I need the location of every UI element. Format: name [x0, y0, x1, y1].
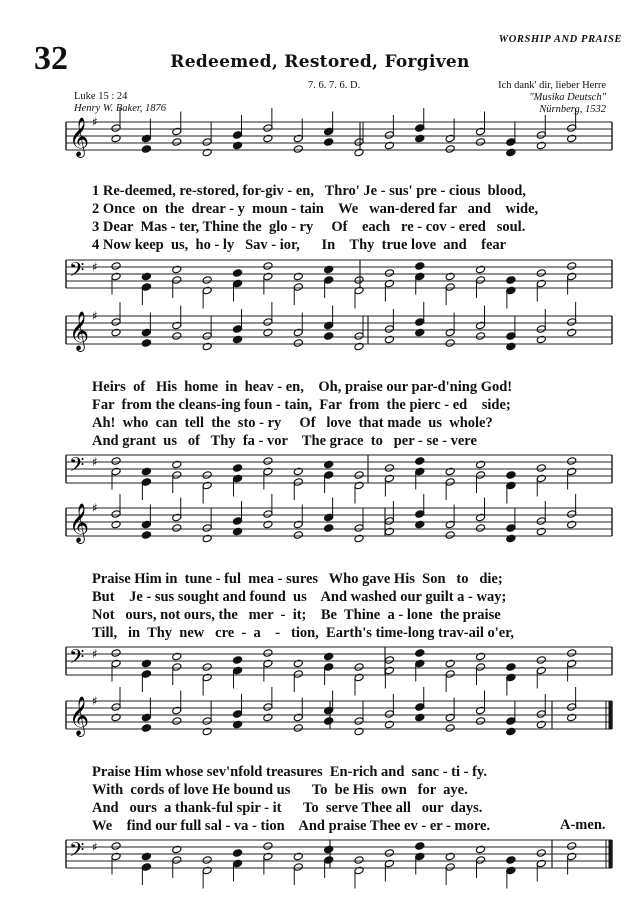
lyric-line: Far from the cleans-ing foun - tain, Far from the pierc - ed side;	[92, 397, 511, 413]
note-head	[536, 656, 546, 665]
key-signature-sharp-icon: ♯	[92, 455, 98, 469]
note-head	[232, 141, 242, 150]
note-head	[111, 649, 121, 658]
note-head	[202, 534, 212, 543]
note-head	[384, 269, 394, 278]
treble-clef-icon: 𝄞	[69, 311, 90, 351]
key-signature-sharp-icon: ♯	[92, 647, 98, 661]
note-head	[263, 649, 273, 658]
lyric-line: And grant us of Thy fa - vor The grace to per - se - vere	[92, 433, 477, 449]
note-head	[445, 724, 455, 733]
lyric-line: Praise Him whose sev'nfold treasures En-rich and sanc - ti - fy.	[92, 764, 487, 780]
note-head	[324, 332, 334, 341]
note-head	[384, 141, 394, 150]
note-head	[263, 842, 273, 851]
note-head	[293, 339, 303, 348]
note-head	[293, 852, 303, 861]
note-head	[263, 328, 273, 337]
key-signature-sharp-icon: ♯	[92, 840, 98, 854]
note-head	[202, 342, 212, 351]
lyric-line: 2 Once on the drear - y moun - tain We wan-dered far and wide,	[92, 201, 539, 217]
note-head	[384, 849, 394, 858]
note-head	[415, 713, 425, 722]
note-head	[202, 276, 212, 285]
note-head	[293, 467, 303, 476]
lyrics-system-1	[92, 182, 612, 254]
note-head	[111, 842, 121, 851]
note-head	[415, 134, 425, 143]
note-head	[232, 849, 242, 858]
note-head	[354, 663, 364, 672]
note-head	[324, 460, 334, 469]
note-head	[536, 335, 546, 344]
note-head	[232, 656, 242, 665]
note-head	[232, 720, 242, 729]
note-head	[384, 656, 394, 665]
note-head	[475, 524, 485, 533]
note-head	[324, 717, 334, 726]
note-head	[172, 138, 182, 147]
hymn-title: Redeemed, Restored, Forgiven	[170, 52, 470, 72]
note-head	[263, 262, 273, 271]
note-head	[293, 659, 303, 668]
note-head	[415, 842, 425, 851]
lyric-line: 1 Re-deemed, re-stored, for-giv - en, Thro' Je - sus' pre - cious blood,	[92, 183, 526, 199]
note-head	[202, 727, 212, 736]
note-head	[384, 464, 394, 473]
note-head	[445, 145, 455, 154]
section-heading: WORSHIP AND PRAISE	[498, 34, 622, 45]
note-head	[263, 457, 273, 466]
note-head	[141, 272, 151, 281]
note-head	[567, 520, 577, 529]
note-head	[263, 713, 273, 722]
note-head	[324, 524, 334, 533]
note-head	[506, 342, 516, 351]
note-head	[111, 713, 121, 722]
note-head	[141, 531, 151, 540]
note-head	[445, 339, 455, 348]
note-head	[567, 262, 577, 271]
lyrics-system-4	[92, 763, 612, 835]
lyric-line: Praise Him in tune - ful mea - sures Who gave His Son to die;	[92, 571, 503, 587]
note-head	[111, 457, 121, 466]
lyrics-system-2	[92, 378, 612, 450]
bass-clef-icon: 𝄢	[69, 453, 85, 481]
note-head	[475, 845, 485, 854]
note-head	[324, 845, 334, 854]
note-head	[354, 148, 364, 157]
treble-clef-icon: 𝄞	[69, 117, 90, 157]
note-head	[536, 527, 546, 536]
tune-source: "Musika Deutsch"	[529, 92, 606, 103]
note-head	[415, 649, 425, 658]
note-head	[111, 134, 121, 143]
note-head	[263, 134, 273, 143]
note-head	[506, 727, 516, 736]
note-head	[141, 852, 151, 861]
author-credit: Henry W. Baker, 1876	[74, 103, 167, 114]
note-head	[475, 138, 485, 147]
lyric-line: Heirs of His home in heav - en, Oh, praise our par-d'ning God!	[92, 379, 513, 395]
note-head	[506, 148, 516, 157]
note-head	[141, 659, 151, 668]
note-head	[232, 269, 242, 278]
note-head	[111, 328, 121, 337]
note-head	[202, 148, 212, 157]
note-head	[111, 520, 121, 529]
lyric-line: 3 Dear Mas - ter, Thine the glo - ry Of each re - cov - ered soul.	[92, 219, 526, 235]
meter: 7. 6. 7. 6. D.	[308, 80, 361, 91]
lyric-line: 4 Now keep us, ho - ly Sav - ior, In Thy true love and fear	[92, 237, 507, 253]
key-signature-sharp-icon: ♯	[92, 694, 98, 708]
note-head	[293, 272, 303, 281]
note-head	[506, 471, 516, 480]
note-head	[415, 262, 425, 271]
note-head	[354, 856, 364, 865]
note-head	[415, 328, 425, 337]
note-head	[506, 276, 516, 285]
lyric-line: Ah! who can tell the sto - ry Of love that made us whole?	[92, 415, 493, 431]
note-head	[354, 727, 364, 736]
tune-origin: Nürnberg, 1532	[539, 104, 606, 115]
note-head	[172, 845, 182, 854]
note-head	[567, 457, 577, 466]
lyric-line: We find our full sal - va - tion And praise Thee ev - er - more.	[92, 818, 491, 834]
treble-clef-icon: 𝄞	[69, 696, 90, 736]
note-head	[202, 856, 212, 865]
note-head	[172, 524, 182, 533]
lyric-line: With cords of love He bound us To be His own for aye.	[92, 782, 468, 798]
note-head	[536, 464, 546, 473]
note-head	[172, 332, 182, 341]
note-head	[202, 663, 212, 672]
note-head	[536, 141, 546, 150]
note-head	[384, 720, 394, 729]
note-head	[172, 265, 182, 274]
key-signature-sharp-icon: ♯	[92, 115, 98, 129]
note-head	[293, 724, 303, 733]
note-head	[172, 460, 182, 469]
note-head	[567, 649, 577, 658]
note-head	[506, 663, 516, 672]
note-head	[172, 717, 182, 726]
note-head	[293, 531, 303, 540]
note-head	[263, 520, 273, 529]
note-head	[506, 534, 516, 543]
lyric-line: Not ours, not ours, the mer - it; Be Thine a - lone the praise	[92, 607, 501, 623]
note-head	[141, 724, 151, 733]
note-head	[202, 471, 212, 480]
bass-clef-icon: 𝄢	[69, 838, 85, 866]
scripture-reference: Luke 15 : 24	[74, 91, 128, 102]
lyric-line: But Je - sus sought and found us And washed our guilt a - way;	[92, 589, 507, 605]
bass-clef-icon: 𝄢	[69, 645, 85, 673]
note-head	[354, 276, 364, 285]
note-head	[445, 659, 455, 668]
note-head	[536, 269, 546, 278]
note-head	[536, 849, 546, 858]
note-head	[141, 467, 151, 476]
treble-clef-icon: 𝄞	[69, 503, 90, 543]
note-head	[324, 652, 334, 661]
note-head	[445, 272, 455, 281]
note-head	[111, 262, 121, 271]
note-head	[324, 138, 334, 147]
note-head	[141, 339, 151, 348]
note-head	[445, 467, 455, 476]
key-signature-sharp-icon: ♯	[92, 309, 98, 323]
note-head	[475, 717, 485, 726]
key-signature-sharp-icon: ♯	[92, 260, 98, 274]
note-head	[293, 145, 303, 154]
amen: A-men.	[560, 817, 606, 833]
tune-name: Ich dank' dir, lieber Herre	[498, 80, 606, 91]
lyric-line: Till, in Thy new cre - a - tion, Earth's time-long trav-ail o'er,	[92, 625, 514, 641]
note-head	[354, 471, 364, 480]
note-head	[324, 265, 334, 274]
note-head	[232, 335, 242, 344]
key-signature-sharp-icon: ♯	[92, 501, 98, 515]
note-head	[232, 464, 242, 473]
note-head	[354, 342, 364, 351]
hymn-number: 32	[34, 40, 68, 77]
note-head	[384, 335, 394, 344]
note-head	[172, 652, 182, 661]
note-head	[475, 332, 485, 341]
note-head	[536, 720, 546, 729]
note-head	[567, 134, 577, 143]
note-head	[567, 328, 577, 337]
note-head	[415, 520, 425, 529]
note-head	[415, 457, 425, 466]
lyrics-system-3	[92, 570, 612, 642]
note-head	[475, 460, 485, 469]
note-head	[567, 713, 577, 722]
note-head	[567, 842, 577, 851]
note-head	[141, 145, 151, 154]
note-head	[354, 534, 364, 543]
note-head	[384, 527, 394, 536]
note-head	[475, 652, 485, 661]
note-head	[445, 852, 455, 861]
note-head	[232, 527, 242, 536]
note-head	[475, 265, 485, 274]
lyric-line: And ours a thank-ful spir - it To serve Thee all our days.	[92, 800, 483, 816]
note-head	[445, 531, 455, 540]
note-head	[506, 856, 516, 865]
bass-clef-icon: 𝄢	[69, 258, 85, 286]
